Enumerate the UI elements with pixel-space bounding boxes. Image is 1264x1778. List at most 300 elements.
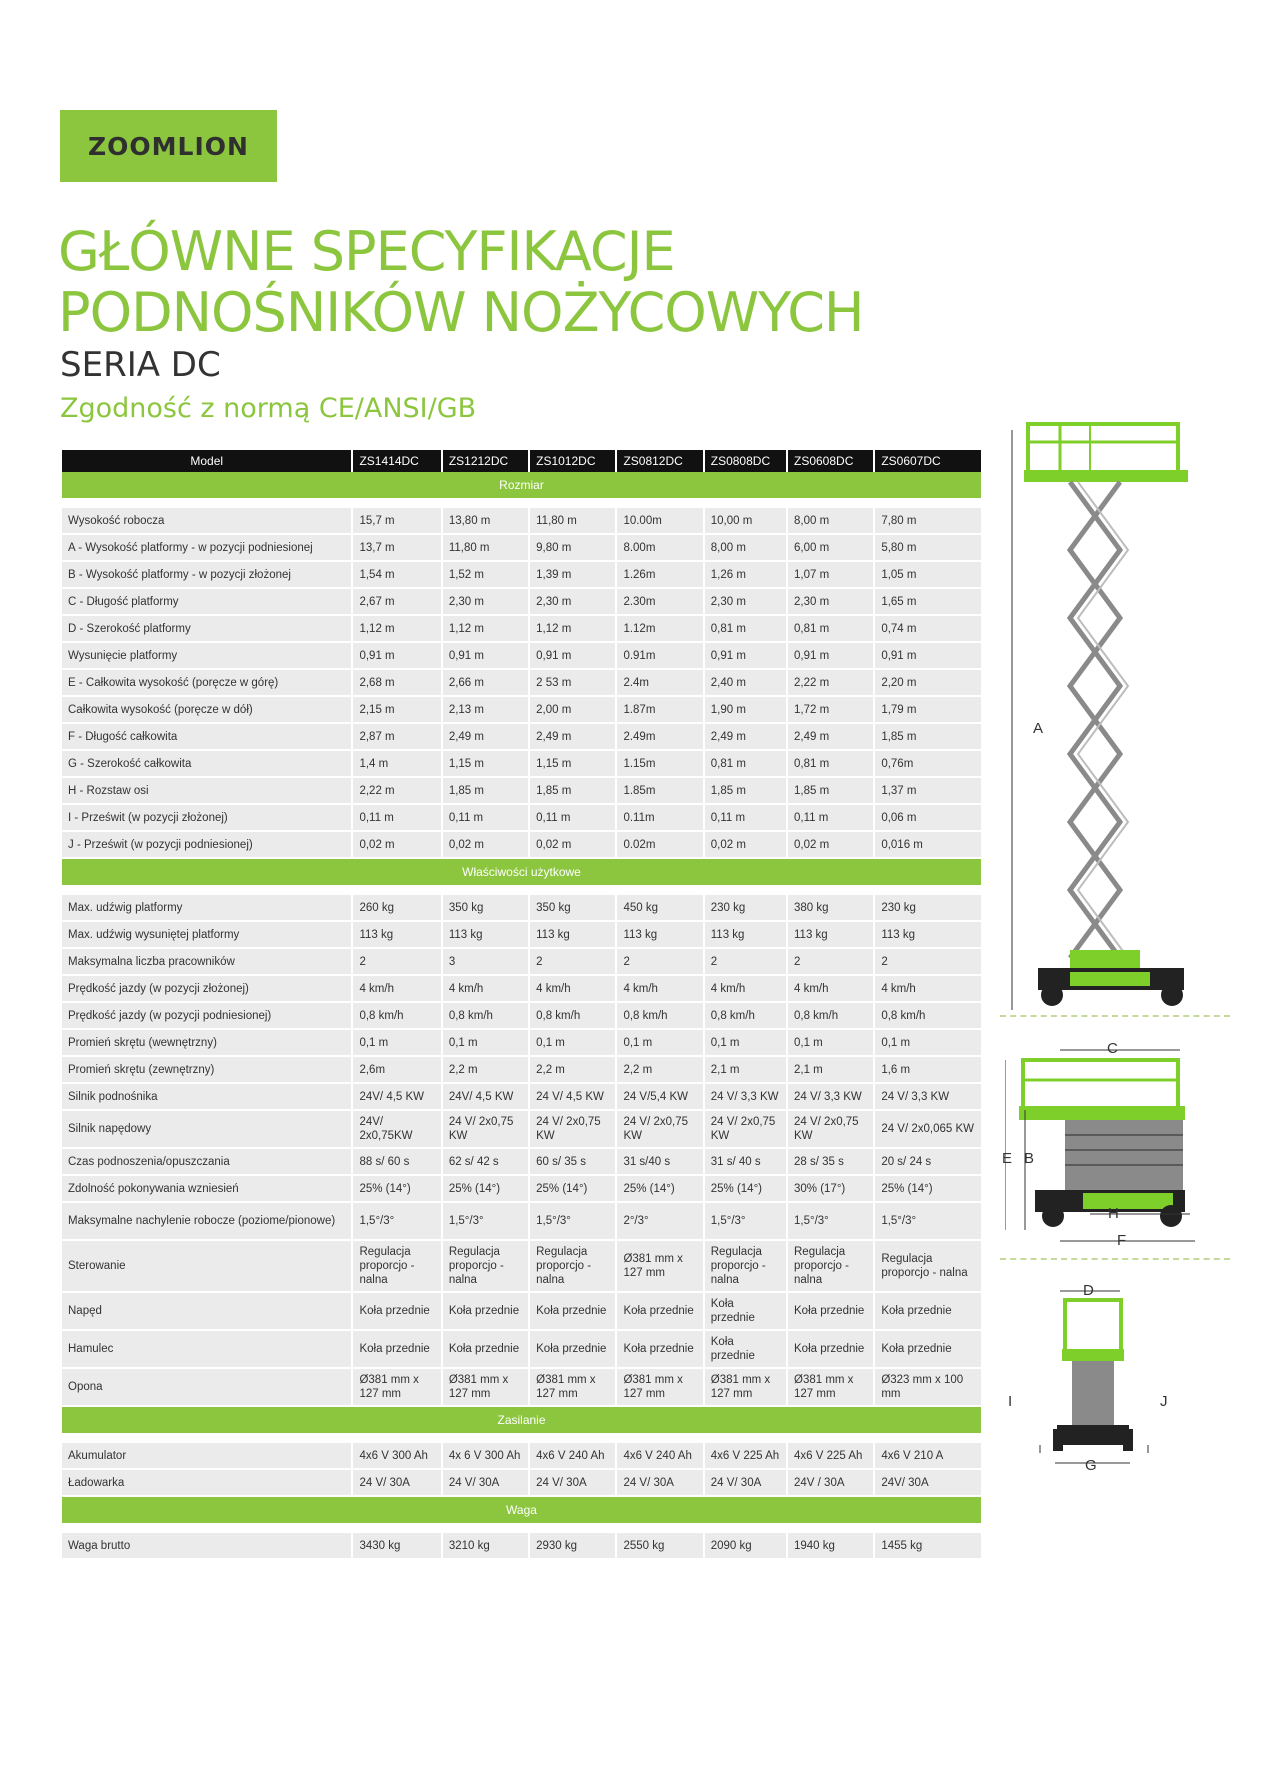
table-cell: 2 <box>875 949 981 976</box>
row-label: Prędkość jazdy (w pozycji złożonej) <box>62 976 351 1003</box>
table-cell: 113 kg <box>443 922 528 949</box>
table-cell: 2,49 m <box>530 724 615 751</box>
table-cell: 1455 kg <box>875 1533 981 1560</box>
table-row <box>62 751 981 778</box>
table-row <box>62 616 981 643</box>
lift-front-view <box>1010 1285 1200 1465</box>
table-cell: 2.30m <box>617 589 702 616</box>
table-cell: 1,65 m <box>875 589 981 616</box>
table-cell: 24 V/ 30A <box>617 1470 702 1497</box>
table-cell: 10,00 m <box>705 508 786 535</box>
table-cell: 2,30 m <box>705 589 786 616</box>
section-title: Właściwości użytkowe <box>62 859 981 887</box>
table-cell: 15,7 m <box>353 508 440 535</box>
table-cell: 88 s/ 60 s <box>353 1149 440 1176</box>
dim-label-h: H <box>1108 1205 1119 1222</box>
table-cell: Koła przednie <box>530 1293 615 1331</box>
table-cell: 0,91 m <box>705 643 786 670</box>
table-cell: 0,11 m <box>443 805 528 832</box>
table-cell: 24 V/ 2x0,75 KW <box>788 1111 873 1149</box>
table-cell: 2 53 m <box>530 670 615 697</box>
spec-table-body <box>62 472 981 1560</box>
table-cell: 0,11 m <box>353 805 440 832</box>
table-cell: 2,22 m <box>353 778 440 805</box>
table-cell: 0,81 m <box>705 616 786 643</box>
table-row <box>62 805 981 832</box>
table-cell: 4 km/h <box>443 976 528 1003</box>
table-cell: 5,80 m <box>875 535 981 562</box>
table-cell: 1,4 m <box>353 751 440 778</box>
table-cell: 2°/3° <box>617 1203 702 1241</box>
norm-subtitle: Zgodność z normą CE/ANSI/GB <box>60 393 477 424</box>
table-row <box>62 1369 981 1407</box>
table-spacer-cell <box>62 500 981 508</box>
table-cell: 2,2 m <box>617 1057 702 1084</box>
dim-label-e: E <box>1002 1150 1013 1167</box>
table-cell: Ø381 mm x 127 mm <box>530 1369 615 1407</box>
header-model-name: ZS0608DC <box>788 450 873 472</box>
table-cell: 1,5°/3° <box>443 1203 528 1241</box>
row-label: Maksymalne nachylenie robocze (poziome/pionowe) <box>62 1203 351 1241</box>
brand-name: ZOOMLION <box>88 131 249 161</box>
table-cell: 24 V/ 2x0,75 KW <box>530 1111 615 1149</box>
table-cell: 1,52 m <box>443 562 528 589</box>
table-cell: 2,00 m <box>530 697 615 724</box>
table-row <box>62 949 981 976</box>
table-cell: 24 V/ 2x0,065 KW <box>875 1111 981 1149</box>
row-label: Całkowita wysokość (poręcze w dół) <box>62 697 351 724</box>
table-cell: 25% (14°) <box>617 1176 702 1203</box>
table-cell: 350 kg <box>443 895 528 922</box>
table-cell: 24 V/ 30A <box>530 1470 615 1497</box>
table-cell: 0,11 m <box>705 805 786 832</box>
table-cell: 0,11 m <box>788 805 873 832</box>
table-cell: 1,85 m <box>705 778 786 805</box>
table-cell: 2 <box>353 949 440 976</box>
table-cell: 1,85 m <box>530 778 615 805</box>
table-cell: 0,02 m <box>530 832 615 859</box>
table-cell: 4 km/h <box>617 976 702 1003</box>
table-spacer <box>62 1435 981 1443</box>
table-cell: 2,49 m <box>788 724 873 751</box>
table-cell: Ø381 mm x 127 mm <box>617 1241 702 1293</box>
table-cell: 380 kg <box>788 895 873 922</box>
table-row <box>62 1241 981 1293</box>
table-section-row <box>62 1497 981 1525</box>
table-cell: 0,91 m <box>443 643 528 670</box>
section-title: Zasilanie <box>62 1407 981 1435</box>
table-section-row <box>62 859 981 887</box>
table-cell: 0,91 m <box>875 643 981 670</box>
table-cell: 2550 kg <box>617 1533 702 1560</box>
table-cell: 4x6 V 225 Ah <box>705 1443 786 1470</box>
table-cell: Koła przednie <box>617 1293 702 1331</box>
table-cell: 2,6m <box>353 1057 440 1084</box>
table-cell: 0,02 m <box>353 832 440 859</box>
table-cell: 13,80 m <box>443 508 528 535</box>
dim-label-j: J <box>1160 1393 1168 1410</box>
table-cell: 24 V/ 30A <box>705 1470 786 1497</box>
table-spacer-cell <box>62 887 981 895</box>
table-cell: 0,8 km/h <box>443 1003 528 1030</box>
dimension-lines-cf <box>1060 1048 1200 1248</box>
table-cell: 2 <box>617 949 702 976</box>
table-cell: 4 km/h <box>788 976 873 1003</box>
table-cell: 1,12 m <box>353 616 440 643</box>
table-cell: 24V/ 4,5 KW <box>353 1084 440 1111</box>
table-cell: 0,1 m <box>617 1030 702 1057</box>
table-row <box>62 1149 981 1176</box>
row-label: A - Wysokość platformy - w pozycji podniesionej <box>62 535 351 562</box>
table-cell: 0.11m <box>617 805 702 832</box>
header-model-name: ZS1212DC <box>443 450 528 472</box>
row-label: H - Rozstaw osi <box>62 778 351 805</box>
table-cell: 0,8 km/h <box>875 1003 981 1030</box>
table-cell: 24 V/ 4,5 KW <box>530 1084 615 1111</box>
raised-lift-diagram <box>1000 420 1240 1010</box>
divider <box>1000 1015 1230 1017</box>
table-row <box>62 895 981 922</box>
table-cell: 24V/ 30A <box>875 1470 981 1497</box>
table-cell: 0,1 m <box>705 1030 786 1057</box>
table-cell: 3210 kg <box>443 1533 528 1560</box>
table-cell: 1,26 m <box>705 562 786 589</box>
table-cell: 24 V/ 3,3 KW <box>705 1084 786 1111</box>
table-row <box>62 589 981 616</box>
table-cell: 25% (14°) <box>705 1176 786 1203</box>
table-cell: Ø381 mm x 127 mm <box>617 1369 702 1407</box>
table-cell: Ø323 mm x 100 mm <box>875 1369 981 1407</box>
table-cell: 13,7 m <box>353 535 440 562</box>
table-cell: 9,80 m <box>530 535 615 562</box>
table-header-row <box>62 450 981 472</box>
table-cell: 0,8 km/h <box>705 1003 786 1030</box>
table-cell: 0,91 m <box>788 643 873 670</box>
row-label: Opona <box>62 1369 351 1407</box>
table-cell: 24V / 30A <box>788 1470 873 1497</box>
dim-label-i: I <box>1008 1393 1013 1410</box>
table-cell: 1,85 m <box>875 724 981 751</box>
dim-label-a: A <box>1033 720 1044 737</box>
table-cell: 2,30 m <box>530 589 615 616</box>
row-label: Wysokość robocza <box>62 508 351 535</box>
row-label: Napęd <box>62 1293 351 1331</box>
table-row <box>62 1293 981 1331</box>
table-cell: Regulacja proporcjo - nalna <box>530 1241 615 1293</box>
table-cell: 1.12m <box>617 616 702 643</box>
table-cell: 0,76m <box>875 751 981 778</box>
table-cell: 24 V/ 2x0,75 KW <box>705 1111 786 1149</box>
table-cell: 2,66 m <box>443 670 528 697</box>
table-cell: 25% (14°) <box>875 1176 981 1203</box>
table-cell: 0,1 m <box>530 1030 615 1057</box>
table-cell: Koła przednie <box>788 1293 873 1331</box>
table-cell: 2,49 m <box>705 724 786 751</box>
row-label: D - Szerokość platformy <box>62 616 351 643</box>
row-label: Akumulator <box>62 1443 351 1470</box>
table-cell: 1,5°/3° <box>788 1203 873 1241</box>
table-row <box>62 1084 981 1111</box>
table-cell: 28 s/ 35 s <box>788 1149 873 1176</box>
table-cell: 260 kg <box>353 895 440 922</box>
table-cell: 4x 6 V 300 Ah <box>443 1443 528 1470</box>
table-cell: 0,1 m <box>353 1030 440 1057</box>
table-cell: 31 s/40 s <box>617 1149 702 1176</box>
dim-label-f: F <box>1117 1232 1127 1249</box>
table-cell: 2,68 m <box>353 670 440 697</box>
table-cell: 4 km/h <box>705 976 786 1003</box>
table-cell: 4x6 V 225 Ah <box>788 1443 873 1470</box>
table-cell: 0,11 m <box>530 805 615 832</box>
table-cell: 30% (17°) <box>788 1176 873 1203</box>
table-cell: 113 kg <box>875 922 981 949</box>
table-cell: 1.85m <box>617 778 702 805</box>
row-label: B - Wysokość platformy - w pozycji złożonej <box>62 562 351 589</box>
table-cell: Ø381 mm x 127 mm <box>705 1369 786 1407</box>
table-cell: 1.87m <box>617 697 702 724</box>
table-cell: 0,1 m <box>875 1030 981 1057</box>
table-cell: 0,8 km/h <box>788 1003 873 1030</box>
table-cell: 1,5°/3° <box>353 1203 440 1241</box>
dim-label-g: G <box>1085 1457 1097 1474</box>
table-cell: Koła przednie <box>617 1331 702 1369</box>
row-label: Silnik podnośnika <box>62 1084 351 1111</box>
table-cell: Koła przednie <box>788 1331 873 1369</box>
table-spacer <box>62 887 981 895</box>
table-cell: 25% (14°) <box>530 1176 615 1203</box>
table-cell: 3 <box>443 949 528 976</box>
table-row <box>62 1533 981 1560</box>
table-cell: 2,22 m <box>788 670 873 697</box>
table-cell: 24 V/ 3,3 KW <box>788 1084 873 1111</box>
header-model-name: ZS0808DC <box>705 450 786 472</box>
table-row <box>62 643 981 670</box>
table-cell: 62 s/ 42 s <box>443 1149 528 1176</box>
table-cell: 0,81 m <box>705 751 786 778</box>
table-cell: 8.00m <box>617 535 702 562</box>
table-row <box>62 670 981 697</box>
table-cell: 0,8 km/h <box>353 1003 440 1030</box>
row-label: Wysunięcie platformy <box>62 643 351 670</box>
table-cell: 113 kg <box>530 922 615 949</box>
table-cell: 0,1 m <box>788 1030 873 1057</box>
table-cell: 230 kg <box>705 895 786 922</box>
table-cell: 1,15 m <box>443 751 528 778</box>
table-cell: Koła przednie <box>443 1331 528 1369</box>
table-cell: 2,40 m <box>705 670 786 697</box>
table-cell: 1,6 m <box>875 1057 981 1084</box>
table-cell: 0,02 m <box>443 832 528 859</box>
table-cell: 4x6 V 300 Ah <box>353 1443 440 1470</box>
table-cell: 1,12 m <box>443 616 528 643</box>
table-cell: Koła przednie <box>875 1331 981 1369</box>
table-cell: 0,91 m <box>530 643 615 670</box>
row-label: Max. udźwig platformy <box>62 895 351 922</box>
table-cell: 2 <box>788 949 873 976</box>
table-cell: 4x6 V 210 A <box>875 1443 981 1470</box>
table-cell: 11,80 m <box>530 508 615 535</box>
table-row <box>62 697 981 724</box>
table-cell: 2,1 m <box>788 1057 873 1084</box>
table-cell: 1,12 m <box>530 616 615 643</box>
table-cell: 0,016 m <box>875 832 981 859</box>
table-cell: 2090 kg <box>705 1533 786 1560</box>
table-cell: 2.49m <box>617 724 702 751</box>
table-cell: 24 V/ 2x0,75 KW <box>617 1111 702 1149</box>
table-cell: 1940 kg <box>788 1533 873 1560</box>
row-label: J - Prześwit (w pozycji podniesionej) <box>62 832 351 859</box>
table-row <box>62 1057 981 1084</box>
table-cell: 2 <box>530 949 615 976</box>
table-cell: Regulacja proporcjo - nalna <box>353 1241 440 1293</box>
row-label: Hamulec <box>62 1331 351 1369</box>
table-row <box>62 1176 981 1203</box>
table-cell: 113 kg <box>788 922 873 949</box>
table-spacer <box>62 1525 981 1533</box>
row-label: C - Długość platformy <box>62 589 351 616</box>
table-cell: 4x6 V 240 Ah <box>617 1443 702 1470</box>
table-cell: 0,81 m <box>788 616 873 643</box>
table-row <box>62 1030 981 1057</box>
row-label: Promień skrętu (wewnętrzny) <box>62 1030 351 1057</box>
row-label: Promień skrętu (zewnętrzny) <box>62 1057 351 1084</box>
table-cell: Koła przednie <box>705 1293 786 1331</box>
table-cell: 24 V/ 2x0,75 KW <box>443 1111 528 1149</box>
table-cell: 1,5°/3° <box>530 1203 615 1241</box>
row-label: Czas podnoszenia/opuszczania <box>62 1149 351 1176</box>
row-label: Sterowanie <box>62 1241 351 1293</box>
table-row <box>62 1111 981 1149</box>
table-cell: 1,79 m <box>875 697 981 724</box>
table-cell: 0,02 m <box>788 832 873 859</box>
table-cell: 2,30 m <box>788 589 873 616</box>
series-title: SERIA DC <box>60 345 221 385</box>
table-row <box>62 1003 981 1030</box>
table-cell: 1,90 m <box>705 697 786 724</box>
table-cell: 0,8 km/h <box>530 1003 615 1030</box>
table-cell: Ø381 mm x 127 mm <box>353 1369 440 1407</box>
page-title-line-1: GŁÓWNE SPECYFIKACJE <box>58 220 675 283</box>
table-cell: 1.15m <box>617 751 702 778</box>
table-cell: 1,85 m <box>788 778 873 805</box>
table-cell: 0.02m <box>617 832 702 859</box>
dim-label-c: C <box>1107 1040 1118 1057</box>
table-row <box>62 832 981 859</box>
brand-logo <box>60 110 277 182</box>
table-cell: 24V/ 2x0,75KW <box>353 1111 440 1149</box>
table-cell: 450 kg <box>617 895 702 922</box>
table-cell: Regulacja proporcjo - nalna <box>875 1241 981 1293</box>
table-cell: 2.4m <box>617 670 702 697</box>
table-cell: 0,8 km/h <box>617 1003 702 1030</box>
table-cell: 1,39 m <box>530 562 615 589</box>
table-cell: 1.26m <box>617 562 702 589</box>
table-row <box>62 1443 981 1470</box>
table-row <box>62 976 981 1003</box>
table-cell: 4 km/h <box>353 976 440 1003</box>
table-cell: 2,49 m <box>443 724 528 751</box>
table-row <box>62 1331 981 1369</box>
table-cell: Regulacja proporcjo - nalna <box>705 1241 786 1293</box>
table-cell: 25% (14°) <box>353 1176 440 1203</box>
row-label: G - Szerokość całkowita <box>62 751 351 778</box>
table-cell: 4 km/h <box>875 976 981 1003</box>
table-cell: Ø381 mm x 127 mm <box>443 1369 528 1407</box>
table-cell: 10.00m <box>617 508 702 535</box>
table-cell: 24 V/ 30A <box>353 1470 440 1497</box>
table-cell: 2,1 m <box>705 1057 786 1084</box>
table-row <box>62 724 981 751</box>
spec-table <box>60 450 983 1560</box>
row-label: Waga brutto <box>62 1533 351 1560</box>
table-cell: 24V/ 4,5 KW <box>443 1084 528 1111</box>
table-cell: 0,02 m <box>705 832 786 859</box>
table-cell: 8,00 m <box>788 508 873 535</box>
table-spacer-cell <box>62 1435 981 1443</box>
table-cell: Regulacja proporcjo - nalna <box>443 1241 528 1293</box>
table-cell: 2,13 m <box>443 697 528 724</box>
table-cell: Koła przednie <box>875 1293 981 1331</box>
divider <box>1000 1258 1230 1260</box>
table-section-row <box>62 472 981 500</box>
table-cell: 25% (14°) <box>443 1176 528 1203</box>
dim-label-d: D <box>1083 1282 1094 1299</box>
table-cell: 2,20 m <box>875 670 981 697</box>
table-cell: 2,2 m <box>530 1057 615 1084</box>
table-cell: 0,06 m <box>875 805 981 832</box>
table-cell: Koła przednie <box>353 1293 440 1331</box>
table-row <box>62 1203 981 1241</box>
row-label: Silnik napędowy <box>62 1111 351 1149</box>
table-cell: 7,80 m <box>875 508 981 535</box>
table-row <box>62 1470 981 1497</box>
table-cell: Koła przednie <box>443 1293 528 1331</box>
table-cell: Koła przednie <box>353 1331 440 1369</box>
table-cell: 1,54 m <box>353 562 440 589</box>
row-label: I - Prześwit (w pozycji złożonej) <box>62 805 351 832</box>
table-cell: 1,72 m <box>788 697 873 724</box>
table-cell: 3430 kg <box>353 1533 440 1560</box>
table-cell: 1,85 m <box>443 778 528 805</box>
table-cell: 8,00 m <box>705 535 786 562</box>
page-title-line-2: PODNOŚNIKÓW NOŻYCOWYCH <box>58 281 864 344</box>
table-cell: Koła przednie <box>705 1331 786 1369</box>
table-cell: 0,81 m <box>788 751 873 778</box>
table-row <box>62 922 981 949</box>
dim-label-b: B <box>1024 1150 1035 1167</box>
table-cell: 0,91 m <box>353 643 440 670</box>
table-cell: 31 s/ 40 s <box>705 1149 786 1176</box>
table-spacer-cell <box>62 1525 981 1533</box>
table-cell: 2,87 m <box>353 724 440 751</box>
row-label: Ładowarka <box>62 1470 351 1497</box>
row-label: Prędkość jazdy (w pozycji podniesionej) <box>62 1003 351 1030</box>
header-model-name: ZS1414DC <box>353 450 440 472</box>
table-cell: 0,1 m <box>443 1030 528 1057</box>
header-model-name: ZS0607DC <box>875 450 981 472</box>
table-cell: 230 kg <box>875 895 981 922</box>
table-cell: 2930 kg <box>530 1533 615 1560</box>
table-cell: 1,07 m <box>788 562 873 589</box>
table-row <box>62 508 981 535</box>
header-model: Model <box>62 450 351 472</box>
row-label: E - Całkowita wysokość (poręcze w górę) <box>62 670 351 697</box>
table-cell: 113 kg <box>705 922 786 949</box>
table-row <box>62 535 981 562</box>
table-cell: 11,80 m <box>443 535 528 562</box>
table-cell: 24 V/5,4 KW <box>617 1084 702 1111</box>
table-spacer <box>62 500 981 508</box>
